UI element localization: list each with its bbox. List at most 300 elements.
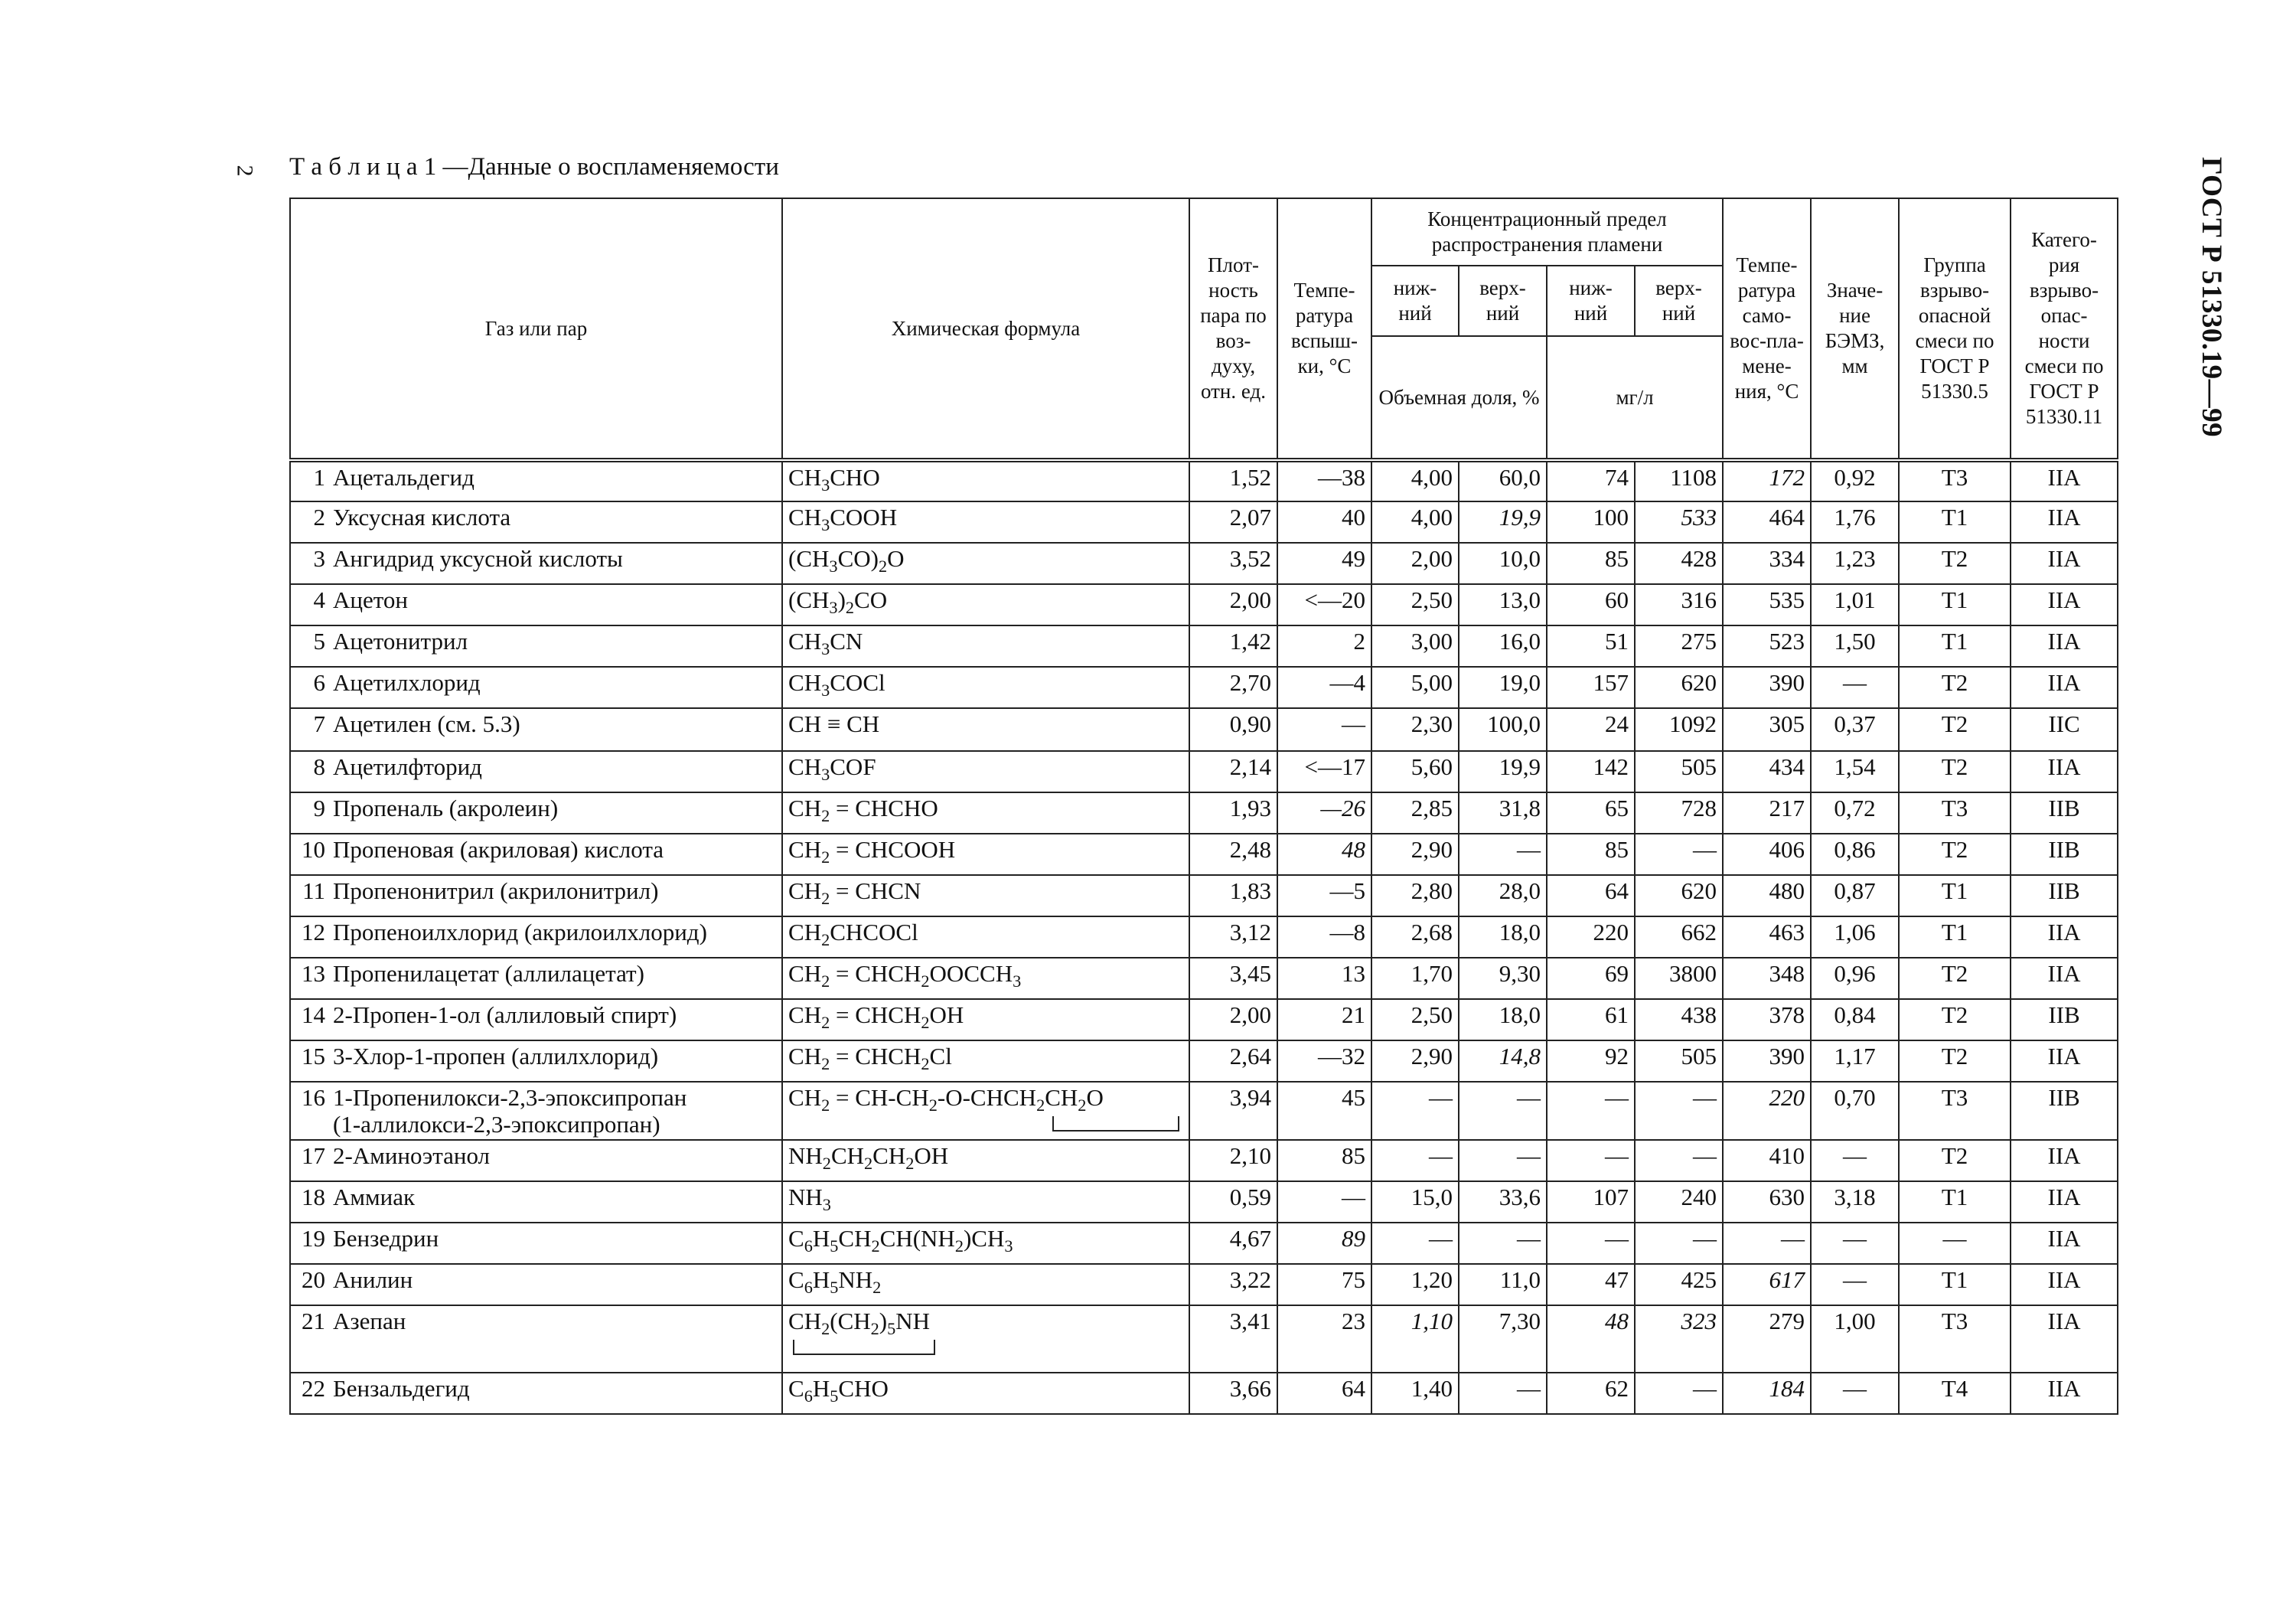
autoignition-cell: 464 [1723,501,1811,543]
flash-point-cell: 49 [1277,543,1371,584]
group-cell: Т2 [1899,751,2011,792]
chemical-formula: $(CH_3)_2CO$ [788,586,888,618]
density-cell: 2,00 [1189,584,1277,625]
category-cell: IIA [2011,916,2118,958]
mesg-cell: 0,87 [1811,875,1899,916]
col-header-concentration-limits: Концентрационный предел распространения пламени [1371,198,1723,266]
flash-point-cell: 48 [1277,834,1371,875]
density-cell: 2,10 [1189,1140,1277,1181]
chemical-formula: CH ≡ CH [788,710,880,737]
autoignition-cell: 334 [1723,543,1811,584]
flash-point-cell: 85 [1277,1140,1371,1181]
row-number: 14 [302,1001,325,1028]
upper-mgl-cell: 428 [1635,543,1723,584]
upper-mgl-cell: 323 [1635,1305,1723,1373]
gas-name-cell [290,1223,782,1264]
lower-mgl-cell: 69 [1547,958,1635,999]
lower-vol-cell: 2,50 [1371,584,1459,625]
mesg-cell: 1,01 [1811,584,1899,625]
upper-vol-cell: 33,6 [1459,1181,1547,1223]
upper-vol-cell: — [1459,834,1547,875]
row-number: 20 [302,1266,325,1294]
table-row [290,751,2118,792]
table-row [290,543,2118,584]
table-row [290,875,2118,916]
row-number: 8 [313,753,325,780]
autoignition-cell: 390 [1723,1040,1811,1082]
density-cell: 1,52 [1189,460,1277,501]
lower-vol-cell: 2,85 [1371,792,1459,834]
gas-name: Бензальдегид [333,1375,470,1403]
table-row [290,792,2118,834]
formula-cell [782,625,1189,667]
lower-vol-cell: 1,40 [1371,1373,1459,1414]
category-cell: IIA [2011,958,2118,999]
gas-name: Ацетилфторид [333,753,482,780]
chemical-formula: $CH_2CHCOCl$ [788,919,918,950]
chemical-formula: $NH_2CH_2CH_2OH$ [788,1142,949,1174]
gas-name-cell [290,958,782,999]
chemical-formula: $C_6H_5CHO$ [788,1375,889,1406]
autoignition-cell: 406 [1723,834,1811,875]
group-cell: Т3 [1899,1082,2011,1140]
upper-vol-cell: 18,0 [1459,999,1547,1040]
col-header-volume-fraction: Объемная доля, % [1371,336,1547,460]
gas-name: Уксусная кислота [333,504,511,531]
lower-vol-cell: 2,50 [1371,999,1459,1040]
col-header-category: Катего-рия взрыво-опас-ности смеси по ГОСТ Р 51330.11 [2011,198,2118,460]
table-row [290,1223,2118,1264]
table-row [290,1082,2118,1140]
upper-mgl-cell: 533 [1635,501,1723,543]
table-row [290,667,2118,708]
flash-point-cell: <—20 [1277,584,1371,625]
chemical-formula: $CH_2$ = $CH-CH_2-O-CHCH_2CH_2O$ [788,1084,1104,1115]
formula-cell [782,1305,1189,1373]
table-row [290,460,2118,501]
flash-point-cell: 21 [1277,999,1371,1040]
density-cell: 2,07 [1189,501,1277,543]
col-header-lower-mgl: ниж-ний [1547,266,1635,336]
flash-point-cell: 75 [1277,1264,1371,1305]
formula-cell [782,875,1189,916]
table-row [290,1264,2118,1305]
density-cell: 3,12 [1189,916,1277,958]
group-cell: Т3 [1899,1305,2011,1373]
chemical-formula: $CH_2$ = $CHCH_2Cl$ [788,1043,952,1074]
lower-vol-cell: 4,00 [1371,501,1459,543]
chemical-formula: $CH_3COCl$ [788,669,885,700]
gas-name-cell [290,792,782,834]
gas-name-cell [290,834,782,875]
category-cell: IIB [2011,792,2118,834]
row-number: 11 [302,877,325,904]
autoignition-cell: 410 [1723,1140,1811,1181]
chemical-formula: $CH_3CN$ [788,628,863,659]
gas-name-cell [290,1181,782,1223]
upper-vol-cell: 7,30 [1459,1305,1547,1373]
flash-point-cell: 23 [1277,1305,1371,1373]
col-header-upper-mgl: верх-ний [1635,266,1723,336]
group-cell: Т1 [1899,501,2011,543]
gas-name-cell [290,543,782,584]
flash-point-cell: 40 [1277,501,1371,543]
mesg-cell: 0,92 [1811,460,1899,501]
category-cell: IIB [2011,999,2118,1040]
upper-vol-cell: 28,0 [1459,875,1547,916]
table-row [290,916,2118,958]
lower-mgl-cell: 51 [1547,625,1635,667]
formula-cell [782,1373,1189,1414]
upper-vol-cell: 14,8 [1459,1040,1547,1082]
group-cell: Т2 [1899,1040,2011,1082]
flash-point-cell: —38 [1277,460,1371,501]
lower-vol-cell: 1,10 [1371,1305,1459,1373]
density-cell: 1,42 [1189,625,1277,667]
formula-cell [782,543,1189,584]
category-cell: IIB [2011,1082,2118,1140]
col-header-upper-vol: верх-ний [1459,266,1547,336]
upper-mgl-cell: 662 [1635,916,1723,958]
gas-name: Азепан [333,1308,406,1335]
table-row [290,584,2118,625]
mesg-cell: 0,96 [1811,958,1899,999]
gas-name: Анилин [333,1266,413,1294]
gas-name-cell [290,1373,782,1414]
chemical-formula: $C_6H_5NH_2$ [788,1266,882,1298]
gas-name-cell [290,667,782,708]
col-header-mg-per-l: мг/л [1547,336,1723,460]
upper-vol-cell: — [1459,1082,1547,1140]
col-header-mixture-group: Группа взрыво-опасной смеси по ГОСТ Р 51330.5 [1899,198,2011,460]
table-row [290,1040,2118,1082]
col-header-lower-vol: ниж-ний [1371,266,1459,336]
upper-mgl-cell: — [1635,1082,1723,1140]
col-header-mesg: Значе-ние БЭМЗ, мм [1811,198,1899,460]
formula-cell [782,501,1189,543]
group-cell: Т2 [1899,667,2011,708]
row-number: 9 [313,795,325,821]
row-number: 12 [302,919,325,945]
mesg-cell: — [1811,1223,1899,1264]
upper-vol-cell: 18,0 [1459,916,1547,958]
upper-vol-cell: 10,0 [1459,543,1547,584]
table-row [290,625,2118,667]
row-number: 3 [313,545,325,572]
chemical-formula: $CH_2$ = CHCN [788,877,921,909]
mesg-cell: 1,50 [1811,625,1899,667]
density-cell: 3,41 [1189,1305,1277,1373]
gas-name-alt: (1-аллилокси-2,3-эпоксипропан) [333,1111,660,1138]
gas-name: 2-Пропен-1-ол (аллиловый спирт) [333,1001,677,1028]
upper-mgl-cell: — [1635,834,1723,875]
group-cell: Т1 [1899,1264,2011,1305]
group-cell: Т3 [1899,792,2011,834]
mesg-cell: — [1811,1373,1899,1414]
flash-point-cell: 89 [1277,1223,1371,1264]
upper-mgl-cell: 425 [1635,1264,1723,1305]
col-header-flash-point: Темпе-ратура вспыш-ки, °С [1277,198,1371,460]
group-cell: Т4 [1899,1373,2011,1414]
col-header-formula: Химическая формула [782,198,1189,460]
category-cell: IIA [2011,584,2118,625]
lower-mgl-cell: 62 [1547,1373,1635,1414]
table-row [290,501,2118,543]
row-number: 6 [313,669,325,696]
autoignition-cell: 617 [1723,1264,1811,1305]
density-cell: 4,67 [1189,1223,1277,1264]
chemical-formula: $NH_3$ [788,1184,831,1215]
lower-vol-cell: 15,0 [1371,1181,1459,1223]
chemical-formula: $CH_2(CH_2)_5NH$ [788,1308,930,1338]
chemical-formula: $CH_2$ = CHCHO [788,795,938,826]
page-number: 2 [232,165,258,177]
upper-mgl-cell: 505 [1635,751,1723,792]
mesg-cell: 1,54 [1811,751,1899,792]
density-cell: 1,93 [1189,792,1277,834]
row-number: 1 [313,464,325,491]
row-number: 21 [302,1308,325,1335]
mesg-cell: — [1811,1264,1899,1305]
gas-name: 1-Пропенилокси-2,3-эпоксипропан [333,1084,687,1111]
category-cell: IIA [2011,625,2118,667]
lower-vol-cell: — [1371,1223,1459,1264]
upper-mgl-cell: — [1635,1140,1723,1181]
lower-vol-cell: — [1371,1082,1459,1140]
flash-point-cell: —5 [1277,875,1371,916]
row-number: 16 [302,1084,325,1111]
autoignition-cell: 463 [1723,916,1811,958]
formula-cell [782,667,1189,708]
density-cell: 1,83 [1189,875,1277,916]
category-cell: IIA [2011,1264,2118,1305]
category-cell: IIA [2011,751,2118,792]
upper-mgl-cell: 240 [1635,1181,1723,1223]
upper-mgl-cell: 620 [1635,875,1723,916]
mesg-cell: 1,23 [1811,543,1899,584]
lower-vol-cell: — [1371,1140,1459,1181]
density-cell: 0,59 [1189,1181,1277,1223]
formula-cell [782,999,1189,1040]
density-cell: 2,00 [1189,999,1277,1040]
chemical-formula: $C_6H_5CH_2CH(NH_2)CH_3$ [788,1225,1013,1256]
formula-cell [782,1223,1189,1264]
autoignition-cell: 434 [1723,751,1811,792]
row-number: 19 [302,1225,325,1252]
autoignition-cell: 305 [1723,708,1811,751]
flammability-table [289,198,2118,1415]
autoignition-cell: 348 [1723,958,1811,999]
gas-name: Бензедрин [333,1225,439,1252]
autoignition-cell: 220 [1723,1082,1811,1140]
lower-mgl-cell: 64 [1547,875,1635,916]
lower-vol-cell: 4,00 [1371,460,1459,501]
ring-bond-bracket [1052,1116,1179,1132]
upper-vol-cell: — [1459,1373,1547,1414]
lower-vol-cell: 2,00 [1371,543,1459,584]
row-number: 7 [313,710,325,737]
gas-name-cell [290,1082,782,1140]
density-cell: 3,94 [1189,1082,1277,1140]
flash-point-cell: —8 [1277,916,1371,958]
row-number: 18 [302,1184,325,1211]
lower-mgl-cell: 60 [1547,584,1635,625]
col-header-gas: Газ или пар [290,198,782,460]
chemical-formula: $CH_2$ = CHCOOH [788,836,956,867]
gas-name-cell [290,1140,782,1181]
lower-vol-cell: 2,90 [1371,1040,1459,1082]
gas-name: 2-Аминоэтанол [333,1142,491,1170]
category-cell: IIA [2011,1181,2118,1223]
category-cell: IIA [2011,460,2118,501]
flash-point-cell: <—17 [1277,751,1371,792]
lower-vol-cell: 1,20 [1371,1264,1459,1305]
mesg-cell: 0,37 [1811,708,1899,751]
density-cell: 2,14 [1189,751,1277,792]
category-cell: IIA [2011,1223,2118,1264]
mesg-cell: — [1811,667,1899,708]
flash-point-cell: 2 [1277,625,1371,667]
row-number: 22 [302,1375,325,1403]
chemical-formula: $CH_2$ = $CHCH_2OOCCH_3$ [788,960,1022,991]
mesg-cell: 1,06 [1811,916,1899,958]
lower-mgl-cell: 85 [1547,543,1635,584]
flash-point-cell: — [1277,1181,1371,1223]
formula-cell [782,834,1189,875]
upper-mgl-cell: 316 [1635,584,1723,625]
table-row [290,999,2118,1040]
upper-mgl-cell: 620 [1635,667,1723,708]
group-cell: Т3 [1899,460,2011,501]
category-cell: IIA [2011,1305,2118,1373]
mesg-cell: 0,84 [1811,999,1899,1040]
gas-name-cell [290,751,782,792]
gas-name-cell [290,625,782,667]
upper-vol-cell: 19,0 [1459,667,1547,708]
row-number: 13 [302,960,325,987]
flash-point-cell: 45 [1277,1082,1371,1140]
table-row [290,708,2118,751]
lower-mgl-cell: 74 [1547,460,1635,501]
flash-point-cell: —26 [1277,792,1371,834]
lower-vol-cell: 5,60 [1371,751,1459,792]
upper-vol-cell: 100,0 [1459,708,1547,751]
group-cell: Т1 [1899,1181,2011,1223]
lower-mgl-cell: 157 [1547,667,1635,708]
lower-mgl-cell: — [1547,1140,1635,1181]
gas-name: Ацетилхлорид [333,669,481,696]
flash-point-cell: 64 [1277,1373,1371,1414]
lower-mgl-cell: — [1547,1082,1635,1140]
flash-point-cell: —32 [1277,1040,1371,1082]
category-cell: IIA [2011,1373,2118,1414]
group-cell: — [1899,1223,2011,1264]
upper-mgl-cell: 728 [1635,792,1723,834]
density-cell: 3,52 [1189,543,1277,584]
formula-cell [782,1181,1189,1223]
density-cell: 0,90 [1189,708,1277,751]
lower-vol-cell: 3,00 [1371,625,1459,667]
gas-name: Ацетальдегид [333,464,475,491]
upper-mgl-cell: 1108 [1635,460,1723,501]
gas-name-cell [290,916,782,958]
gas-name-cell [290,584,782,625]
lower-mgl-cell: 24 [1547,708,1635,751]
flash-point-cell: —4 [1277,667,1371,708]
group-cell: Т2 [1899,543,2011,584]
density-cell: 2,48 [1189,834,1277,875]
formula-cell [782,1140,1189,1181]
gas-name: Пропеновая (акриловая) кислота [333,836,664,863]
group-cell: Т2 [1899,1140,2011,1181]
table-caption: Т а б л и ц а 1 —Данные о воспламеняемости [289,153,779,181]
gas-name-cell [290,999,782,1040]
category-cell: IIA [2011,1140,2118,1181]
chemical-formula: $CH_3COOH$ [788,504,898,535]
gas-name-cell [290,460,782,501]
upper-vol-cell: — [1459,1140,1547,1181]
lower-vol-cell: 5,00 [1371,667,1459,708]
upper-vol-cell: 19,9 [1459,751,1547,792]
row-number: 4 [313,586,325,613]
row-number: 17 [302,1142,325,1170]
density-cell: 3,45 [1189,958,1277,999]
formula-cell [782,792,1189,834]
lower-mgl-cell: 61 [1547,999,1635,1040]
category-cell: IIB [2011,834,2118,875]
upper-mgl-cell: — [1635,1223,1723,1264]
autoignition-cell: 217 [1723,792,1811,834]
table-row [290,958,2118,999]
autoignition-cell: 279 [1723,1305,1811,1373]
autoignition-cell: 172 [1723,460,1811,501]
table-row [290,1181,2118,1223]
ring-bond-bracket [793,1340,935,1355]
mesg-cell: 1,76 [1811,501,1899,543]
lower-vol-cell: 2,80 [1371,875,1459,916]
col-header-autoignition: Темпе-ратура само-вос-пла-мене-ния, °С [1723,198,1811,460]
category-cell: IIA [2011,1040,2118,1082]
lower-mgl-cell: 220 [1547,916,1635,958]
gas-name-cell [290,1040,782,1082]
gas-name-cell [290,1305,782,1373]
table-row [290,1140,2118,1181]
upper-mgl-cell: 275 [1635,625,1723,667]
density-cell: 2,64 [1189,1040,1277,1082]
upper-mgl-cell: 1092 [1635,708,1723,751]
density-cell: 3,66 [1189,1373,1277,1414]
autoignition-cell: 184 [1723,1373,1811,1414]
upper-vol-cell: — [1459,1223,1547,1264]
formula-cell [782,751,1189,792]
category-cell: IIA [2011,667,2118,708]
density-cell: 2,70 [1189,667,1277,708]
lower-vol-cell: 2,90 [1371,834,1459,875]
formula-cell [782,958,1189,999]
lower-mgl-cell: 85 [1547,834,1635,875]
mesg-cell: — [1811,1140,1899,1181]
autoignition-cell: — [1723,1223,1811,1264]
table-row [290,1373,2118,1414]
lower-mgl-cell: 92 [1547,1040,1635,1082]
formula-cell [782,1264,1189,1305]
autoignition-cell: 535 [1723,584,1811,625]
mesg-cell: 1,17 [1811,1040,1899,1082]
gas-name: Пропеноилхлорид (акрилоилхлорид) [333,919,707,945]
upper-vol-cell: 9,30 [1459,958,1547,999]
formula-cell [782,584,1189,625]
group-cell: Т2 [1899,708,2011,751]
